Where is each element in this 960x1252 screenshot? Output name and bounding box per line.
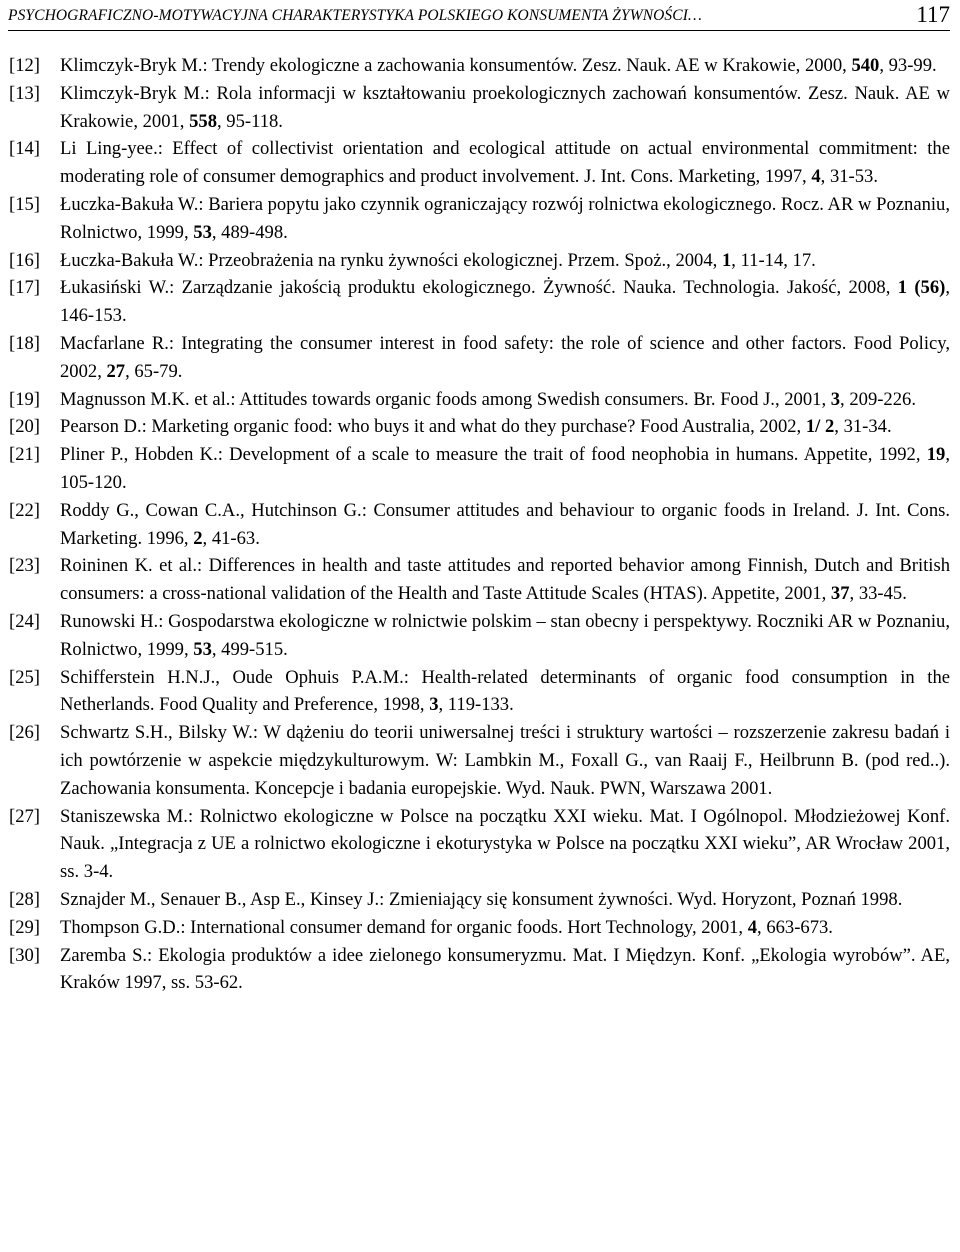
- reference-text: [60, 608, 950, 664]
- reference-volume: 540: [851, 55, 880, 76]
- reference-item: [9, 330, 950, 386]
- reference-number: [21]: [9, 444, 40, 466]
- reference-item: [9, 135, 950, 191]
- reference-segment: Roininen K. et al.: Differences in health and taste attitudes and reported behavior among Finnish, Dutch and British consumers: a cross-national validation of the Health and Taste Attitude Scales (HTAS). Appetite, 2001,: [60, 555, 950, 605]
- reference-segment: Klimczyk-Bryk M.: Rola informacji w kształtowaniu proekologicznych zachowań konsumentów. Zesz. Nauk. AE w Krakowie, 2001,: [60, 82, 950, 132]
- reference-item: [9, 719, 950, 802]
- reference-segment: , 31-34.: [834, 416, 892, 438]
- reference-number: [16]: [9, 249, 40, 271]
- reference-item: [9, 803, 950, 886]
- reference-segment: Staniszewska M.: Rolnictwo ekologiczne w Polsce na początku XXI wieku. Mat. I Ogólnopol. Młodzieżowej Konf. Nauk. „Integracja z UE a rolnictwo ekologiczne i ekoturystyka w Polsce na początku XXI wieku”, AR Wrocław 2001, ss. 3-4.: [60, 805, 950, 883]
- reference-number: [24]: [9, 610, 40, 632]
- reference-text: [60, 441, 950, 497]
- reference-segment: Runowski H.: Gospodarstwa ekologiczne w rolnictwie polskim – stan obecny i perspektywy. Roczniki AR w Poznaniu, Rolnictwo, 1999,: [60, 610, 950, 660]
- reference-number: [12]: [9, 55, 40, 76]
- reference-volume: 53: [193, 638, 212, 660]
- reference-item: [9, 886, 950, 914]
- reference-item: [9, 413, 950, 441]
- reference-segment: , 146-153.: [60, 277, 950, 327]
- reference-number: [23]: [9, 555, 40, 577]
- page-number: 117: [916, 2, 950, 27]
- reference-volume: 4: [811, 166, 821, 188]
- reference-text: [60, 52, 950, 80]
- reference-segment: Pearson D.: Marketing organic food: who buys it and what do they purchase? Food Australia, 2002,: [60, 416, 806, 438]
- reference-volume: 2: [193, 527, 203, 549]
- reference-number: [17]: [9, 277, 40, 299]
- reference-segment: Klimczyk-Bryk M.: Trendy ekologiczne a zachowania konsumentów. Zesz. Nauk. AE w Krakowie, 2000,: [60, 55, 852, 76]
- reference-text: [60, 80, 950, 136]
- reference-segment: , 209-226.: [840, 388, 916, 410]
- reference-volume: 19: [926, 444, 946, 466]
- reference-number: [19]: [9, 388, 40, 410]
- reference-item: [9, 942, 950, 998]
- reference-segment: , 663-673.: [757, 916, 833, 938]
- reference-text: [60, 413, 950, 441]
- reference-segment: Magnusson M.K. et al.: Attitudes towards organic foods among Swedish consumers. Br. Food J., 2001,: [60, 388, 831, 410]
- running-header-title: PSYCHOGRAFICZNO-MOTYWACYJNA CHARAKTERYSTYKA POLSKIEGO KONSUMENTA ŻYWNOŚCI…: [8, 7, 702, 24]
- reference-text: [60, 914, 950, 942]
- reference-item: [9, 441, 950, 497]
- reference-number: [14]: [9, 138, 40, 160]
- reference-item: [9, 664, 950, 720]
- reference-text: [60, 552, 950, 608]
- reference-item: [9, 191, 950, 247]
- reference-segment: Roddy G., Cowan C.A., Hutchinson G.: Consumer attitudes and behaviour to organic foods in Ireland. J. Int. Cons. Marketing. 1996,: [60, 499, 950, 549]
- reference-volume: 1 (56): [897, 277, 946, 299]
- reference-segment: Thompson G.D.: International consumer demand for organic foods. Hort Technology, 2001,: [60, 916, 748, 938]
- reference-text: [60, 386, 950, 414]
- reference-number: [30]: [9, 944, 40, 966]
- running-header: [8, 0, 950, 31]
- reference-number: [18]: [9, 332, 40, 354]
- reference-number: [15]: [9, 193, 40, 215]
- reference-segment: , 95-118.: [217, 110, 283, 132]
- reference-segment: Łukasiński W.: Zarządzanie jakością produktu ekologicznego. Żywność. Nauka. Technologia. Jakość, 2008,: [60, 277, 898, 299]
- reference-number: [26]: [9, 722, 40, 744]
- reference-item: [9, 247, 950, 275]
- reference-item: [9, 52, 950, 80]
- reference-text: [60, 497, 950, 553]
- reference-segment: , 41-63.: [202, 527, 260, 549]
- reference-text: [60, 719, 950, 802]
- reference-segment: Łuczka-Bakuła W.: Bariera popytu jako czynnik ograniczający rozwój rolnictwa ekologicznego. Rocz. AR w Poznaniu, Rolnictwo, 1999,: [60, 193, 950, 243]
- reference-segment: , 499-515.: [211, 638, 288, 660]
- reference-number: [27]: [9, 805, 40, 827]
- reference-segment: Schwartz S.H., Bilsky W.: W dążeniu do teorii uniwersalnej treści i struktury wartości – rozszerzenie zakresu badań i ich powtórzenie w aspekcie międzykulturowym. W: Lambkin M., Foxall G., van Raaij F., Heilbrunn B. (pod red..). Zachowania konsumenta. Koncepcje i badania europejskie. Wyd. Nauk. PWN, Warszawa 2001.: [60, 722, 950, 799]
- reference-volume: 1/ 2: [805, 416, 835, 438]
- reference-number: [20]: [9, 416, 40, 438]
- reference-segment: , 65-79.: [125, 360, 183, 382]
- reference-text: [60, 886, 950, 914]
- reference-segment: Li Ling-yee.: Effect of collectivist orientation and ecological attitude on actual environmental commitment: the moderating role of consumer demographics and product involvement. J. Int. Cons. Marketing, 1997,: [60, 138, 950, 188]
- reference-volume: 53: [193, 221, 212, 243]
- reference-volume: 37: [830, 583, 850, 605]
- reference-segment: Macfarlane R.: Integrating the consumer interest in food safety: the role of science and other factors. Food Policy, 2002,: [60, 332, 950, 382]
- reference-item: [9, 552, 950, 608]
- reference-segment: Zaremba S.: Ekologia produktów a idee zielonego konsumeryzmu. Mat. I Międzyn. Konf. „Ekologia wyrobów”. AE, Kraków 1997, ss. 53-62.: [60, 944, 950, 994]
- reference-text: [60, 191, 950, 247]
- reference-text: [60, 135, 950, 191]
- reference-volume: 1: [721, 249, 732, 271]
- reference-segment: Schifferstein H.N.J., Oude Ophuis P.A.M.: Health-related determinants of organic food consumption in the Netherlands. Food Quality and Preference, 1998,: [60, 666, 950, 716]
- reference-number: [22]: [9, 499, 40, 521]
- reference-segment: , 11-14, 17.: [731, 249, 816, 271]
- reference-number: [28]: [9, 888, 40, 910]
- reference-text: [60, 803, 950, 886]
- reference-segment: , 33-45.: [849, 583, 907, 605]
- reference-volume: 3: [830, 388, 841, 410]
- reference-volume: 558: [189, 110, 217, 132]
- reference-segment: , 119-133.: [438, 694, 514, 716]
- reference-segment: , 105-120.: [60, 444, 950, 493]
- reference-item: [9, 80, 950, 136]
- reference-text: [60, 330, 950, 386]
- reference-item: [9, 386, 950, 414]
- reference-segment: , 93-99.: [879, 55, 937, 76]
- reference-item: [9, 914, 950, 942]
- reference-number: [29]: [9, 916, 40, 938]
- reference-text: [60, 664, 950, 720]
- reference-segment: Sznajder M., Senauer B., Asp E., Kinsey J.: Zmieniający się konsument żywności. Wyd. Horyzont, Poznań 1998.: [60, 888, 903, 910]
- reference-list: [9, 52, 950, 997]
- reference-text: [60, 942, 950, 998]
- reference-number: [13]: [9, 82, 40, 104]
- reference-volume: 3: [429, 694, 439, 716]
- reference-number: [25]: [9, 666, 40, 688]
- reference-volume: 27: [106, 360, 126, 382]
- reference-segment: , 31-53.: [820, 166, 878, 188]
- reference-segment: Łuczka-Bakuła W.: Przeobrażenia na rynku żywności ekologicznej. Przem. Spoż., 2004,: [60, 249, 722, 271]
- reference-item: [9, 274, 950, 330]
- reference-item: [9, 608, 950, 664]
- reference-text: [60, 247, 950, 275]
- reference-segment: Pliner P., Hobden K.: Development of a scale to measure the trait of food neophobia in humans. Appetite, 1992,: [60, 444, 927, 466]
- reference-segment: , 489-498.: [211, 221, 288, 243]
- reference-text: [60, 274, 950, 330]
- reference-volume: 4: [747, 916, 758, 938]
- reference-item: [9, 497, 950, 553]
